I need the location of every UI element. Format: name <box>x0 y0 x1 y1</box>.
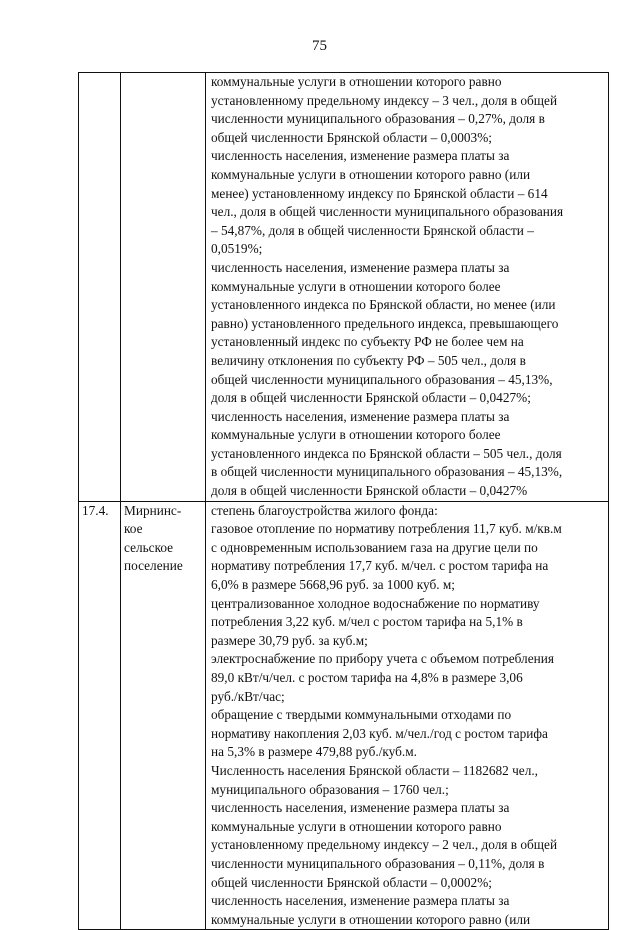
description-line: численность населения, изменение размера платы за <box>211 893 510 909</box>
description-line: коммунальные услуги в отношении которого более <box>211 278 501 294</box>
description-line: электроснабжение по прибору учета с объемом потребления <box>211 651 554 667</box>
description-line: менее) установленному индексу по Брянской области – 614 <box>211 185 548 201</box>
description-line: обращение с твердыми коммунальными отходами по <box>211 707 512 723</box>
description-line: коммунальные услуги в отношении которого равно (или <box>211 166 531 182</box>
description-line: степень благоустройства жилого фонда: <box>211 502 438 518</box>
description-line: установленному предельному индексу – 2 чел., доля в общей <box>211 837 558 853</box>
description-line: установленный индекс по субъекту РФ не более чем на <box>211 334 524 350</box>
description-line: коммунальные услуги в отношении которого более <box>211 427 501 443</box>
description-line: муниципального образования – 1760 чел.; <box>211 781 449 797</box>
description-line: размере 30,79 руб. за куб.м; <box>211 632 368 648</box>
description-cell <box>206 501 609 930</box>
description-line: равно) установленного предельного индекса, превышающего <box>211 315 559 331</box>
description-line: величину отклонения по субъекту РФ – 505 чел., доля в <box>211 352 526 368</box>
description-line: общей численности Брянской области – 0,0002%; <box>211 874 492 890</box>
description-line: нормативу накопления 2,03 куб. м/чел./год с ростом тарифа <box>211 725 548 741</box>
description-line: нормативу потребления 17,7 куб. м/чел. с ростом тарифа на <box>211 558 549 574</box>
settlement-name-line: кое <box>124 521 143 537</box>
settlement-name-cell <box>121 73 206 502</box>
description-line: централизованное холодное водоснабжение по нормативу <box>211 595 540 611</box>
description-line: на 5,3% в размере 479,88 руб./куб.м. <box>211 744 417 760</box>
description-line: газовое отопление по нормативу потребления 11,7 куб. м/кв.м <box>211 521 562 537</box>
settlement-name-line: Мирнинс- <box>124 502 182 518</box>
description-line: коммунальные услуги в отношении которого равно <box>211 74 502 89</box>
description-cell <box>206 73 609 502</box>
description-line: общей численности муниципального образования – 45,13%, <box>211 371 553 387</box>
settlement-name-cell <box>121 501 206 930</box>
table-row <box>79 73 609 502</box>
description-line: руб./кВт/час; <box>211 688 285 704</box>
description-line: численность населения, изменение размера платы за <box>211 800 510 816</box>
page-number: 75 <box>312 38 327 54</box>
description-line: Численность населения Брянской области – 1182682 чел., <box>211 762 538 778</box>
description-line: численность населения, изменение размера платы за <box>211 408 510 424</box>
document-table <box>78 72 609 930</box>
table-body <box>79 73 609 930</box>
settlement-name-line: сельское <box>124 539 174 555</box>
description-line: потребления 3,22 куб. м/чел с ростом тарифа на 5,1% в <box>211 614 523 630</box>
description-line: – 54,87%, доля в общей численности Брянской области – <box>211 222 534 238</box>
description-line: численность населения, изменение размера платы за <box>211 259 510 275</box>
description-line: коммунальные услуги в отношении которого равно <box>211 818 502 834</box>
description-line: установленного индекса по Брянской области, но менее (или <box>211 297 556 313</box>
description-line: чел., доля в общей численности муниципального образования <box>211 204 564 220</box>
row-number-cell: 17.4. <box>79 501 121 930</box>
description-line: установленному предельному индексу – 3 чел., доля в общей <box>211 92 558 108</box>
description-line: с одновременным использованием газа на другие цели по <box>211 539 538 555</box>
description-line: численности муниципального образования – 0,27%, доля в <box>211 111 545 127</box>
table-row <box>79 501 609 930</box>
description-line: доля в общей численности Брянской области – 0,0427%; <box>211 390 531 406</box>
description-line: 6,0% в размере 5668,96 руб. за 1000 куб. м; <box>211 577 455 593</box>
description-line: в общей численности муниципального образования – 45,13%, <box>211 464 563 480</box>
description-line: доля в общей численности Брянской области – 0,0427% <box>211 483 528 499</box>
row-number-cell <box>79 73 121 502</box>
description-line: общей численности Брянской области – 0,0003%; <box>211 129 492 145</box>
description-line: 0,0519%; <box>211 241 263 257</box>
description-line: коммунальные услуги в отношении которого равно (или <box>211 911 531 927</box>
description-line: 89,0 кВт/ч/чел. с ростом тарифа на 4,8% в размере 3,06 <box>211 670 523 685</box>
description-line: численность населения, изменение размера платы за <box>211 148 510 164</box>
settlement-name-line: поселение <box>124 558 183 574</box>
description-line: численности муниципального образования – 0,11%, доля в <box>211 855 545 871</box>
description-line: установленного индекса по Брянской области – 505 чел., доля <box>211 445 562 461</box>
